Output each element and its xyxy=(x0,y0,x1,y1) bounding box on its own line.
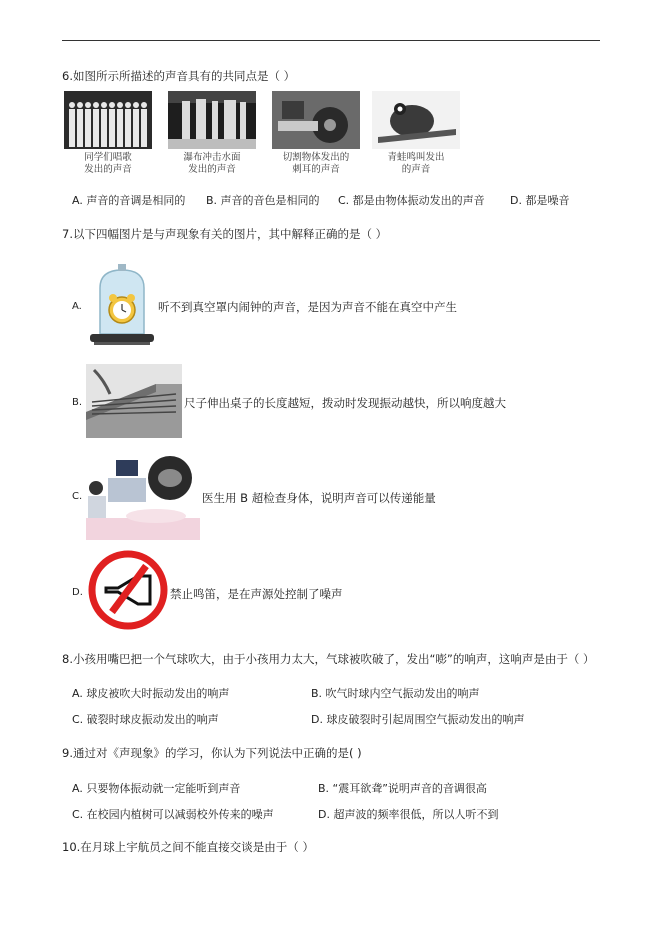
q8-option-c[interactable]: C. 破裂时球皮振动发出的响声 xyxy=(72,713,219,726)
caption-frog: 青蛙鸣叫发出 的声音 xyxy=(387,152,445,175)
ruler-on-desk-image xyxy=(86,364,182,438)
q7-option-b-text[interactable]: 尺子伸出桌子的长度越短，拨动时发现振动越快，所以响度越大 xyxy=(184,396,506,410)
bell-jar-alarm-clock-image xyxy=(86,262,158,346)
q7-option-d-text[interactable]: 禁止鸣笛，是在声源处控制了噪声 xyxy=(170,587,343,601)
question-8-stem: 8.小孩用嘴巴把一个气球吹大，由于小孩用力太大，气球被吹破了，发出“嘭”的响声，这响声是由于（ ） xyxy=(62,652,595,666)
question-10-stem: 10.在月球上宇航员之间不能直接交谈是由于（ ） xyxy=(62,840,314,854)
q9-option-d[interactable]: D. 超声波的频率很低，所以人听不到 xyxy=(318,808,499,821)
caption-waterfall: 瀑布冲击水面 发出的声音 xyxy=(183,152,241,175)
b-ultrasound-exam-image xyxy=(86,454,200,540)
q7-label-b: B. xyxy=(72,397,83,408)
waterfall-photo xyxy=(168,91,256,149)
q9-option-c[interactable]: C. 在校园内植树可以减弱校外传来的噪声 xyxy=(72,808,274,821)
q7-option-c-text[interactable]: 医生用 B 超检查身体，说明声音可以传递能量 xyxy=(202,491,436,505)
frog-photo xyxy=(372,91,460,149)
q6-option-c[interactable]: C. 都是由物体振动发出的声音 xyxy=(338,194,485,207)
q7-label-a: A. xyxy=(72,301,82,312)
q6-option-b[interactable]: B. 声音的音色是相同的 xyxy=(206,194,320,207)
question-6-stem: 6.如图所示所描述的声音具有的共同点是（ ） xyxy=(62,69,296,83)
choir-photo xyxy=(64,91,152,149)
question-9-stem: 9.通过对《声现象》的学习，你认为下列说法中正确的是( ) xyxy=(62,746,362,760)
q7-label-c: C. xyxy=(72,491,83,502)
q9-option-a[interactable]: A. 只要物体振动就一定能听到声音 xyxy=(72,782,241,795)
q7-label-d: D. xyxy=(72,587,83,598)
caption-cutting: 切割物体发出的 刺耳的声音 xyxy=(282,152,350,175)
q9-option-b[interactable]: B. “震耳欲聋”说明声音的音调很高 xyxy=(318,782,487,795)
q8-option-d[interactable]: D. 球皮破裂时引起周围空气振动发出的响声 xyxy=(311,713,525,726)
caption-choir: 同学们唱歌 发出的声音 xyxy=(84,152,132,175)
q6-option-a[interactable]: A. 声音的音调是相同的 xyxy=(72,194,186,207)
question-7-stem: 7.以下四幅图片是与声现象有关的图片，其中解释正确的是（ ） xyxy=(62,227,388,241)
q8-option-b[interactable]: B. 吹气时球内空气振动发出的响声 xyxy=(311,687,480,700)
no-honking-sign-icon xyxy=(88,550,168,630)
q8-option-a[interactable]: A. 球皮被吹大时振动发出的响声 xyxy=(72,687,230,700)
q6-option-d[interactable]: D. 都是噪音 xyxy=(510,194,570,207)
q7-option-a-text[interactable]: 听不到真空罩内闹钟的声音，是因为声音不能在真空中产生 xyxy=(158,300,457,314)
header-rule xyxy=(62,40,600,41)
cutting-photo xyxy=(272,91,360,149)
